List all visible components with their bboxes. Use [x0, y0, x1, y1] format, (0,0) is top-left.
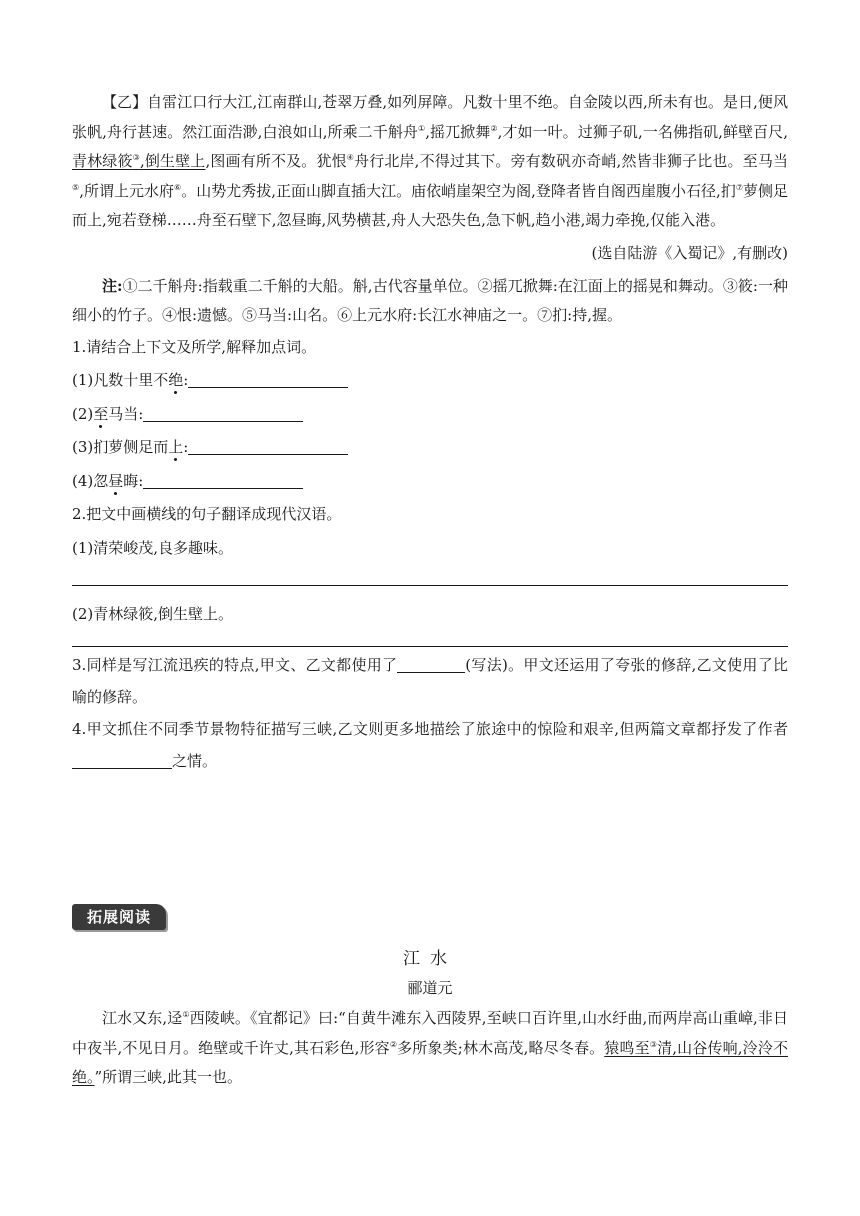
extension-title: 江水	[403, 949, 457, 969]
question-3: 3.同样是写江流迅疾的特点,甲文、乙文都使用了 (写法)。甲文还运用了夸张的修辞,乙文使用了比喻的修辞。	[72, 655, 788, 706]
footnote-marker: ⑤	[72, 182, 80, 192]
footnote-marker: ②	[490, 123, 498, 133]
question-2-sentence-2: (2)青林绿筱,倒生壁上。	[72, 605, 234, 623]
footnotes: 注:①二千斛舟:指载重二千斛的大船。斛,古代容量单位。②摇兀掀舞:在江面上的摇晃和舞动。③筱:一种细小的竹子。④恨:遗憾。⑤马当:山名。⑥上元水府:长江水神庙之一。⑦扪:持,握。	[72, 276, 789, 324]
answer-blank[interactable]	[72, 754, 172, 769]
extension-author: 郦道元	[407, 979, 453, 997]
question-1-item: (1)凡数十里不绝:	[72, 364, 788, 398]
passage-label: 【乙】	[102, 93, 148, 111]
footnote-marker: ③	[649, 1039, 658, 1049]
dotted-word: 至	[93, 404, 109, 423]
dotted-word: 上	[168, 438, 184, 456]
question-4: 4.甲文抓住不同季节景物特征描写三峡,乙文则更多地描绘了旅途中的惊险和艰辛,但两篇文章都抒发了作者之情。	[72, 719, 788, 770]
question-1-item: (4)忽昼晦:	[72, 465, 788, 499]
question-2-sentence-1: (1)清荣峻茂,良多趣味。	[72, 538, 234, 557]
notes-label: 注:	[102, 276, 123, 295]
question-1-stem: 1.请结合上下文及所学,解释加点词。	[72, 337, 317, 356]
footnote-marker: ⑥	[174, 182, 182, 192]
answer-blank[interactable]	[397, 658, 465, 673]
answer-line[interactable]	[72, 585, 788, 586]
footnote-marker: ①	[182, 1010, 190, 1019]
section-badge-label: 拓展阅读	[86, 908, 151, 926]
footnote-marker: ④	[346, 153, 355, 162]
section-badge	[72, 904, 166, 930]
worksheet-page	[72, 88, 788, 777]
footnote-marker: ③	[132, 153, 140, 162]
footnote-marker: ⑦	[735, 182, 743, 192]
answer-blank[interactable]	[188, 373, 348, 388]
extension-passage: 江水又东,迳①西陵峡。《宜都记》曰:“自黄牛滩东入西陵界,至峡口百许里,山水纡曲,而两岸高山重嶂,非日中夜半,不见日月。绝壁或千许丈,其石彩色,形容②多所象类;林木高茂,略尽冬春。猿鸣至③清,山谷传响,泠泠不绝。”所谓三峡,此其一也。	[72, 1009, 788, 1086]
question-2-stem: 2.把文中画横线的句子翻译成现代汉语。	[72, 505, 342, 523]
passage-yi: 【乙】自雷江口行大江,江南群山,苍翠万叠,如列屏障。凡数十里不绝。自金陵以西,所未有也。是日,便风张帆,舟行甚速。然江面浩渺,白浪如山,所乘二千斛舟①,摇兀掀舞②,才如一叶。过狮子矶,一名佛指矶,鲜壁百尺,青林绿筱③,倒生壁上,图画有所不及。犹恨④舟行北岸,不得过其下。旁有数矾亦奇峭,然皆非狮子比也。至马当⑤,所谓上元水府⑥。山势尤秀拔,正面山脚直插大江。庙依峭崖架空为阁,登降者皆自阁西崖腹小石径,扪⑦萝侧足而上,宛若登梯……舟至石壁下,忽昼晦,风势横甚,舟人大恐失色,急下帆,趋小港,竭力牵挽,仅能入港。	[72, 93, 789, 229]
footnote-marker: ②	[389, 1039, 398, 1049]
extension-reading	[72, 944, 788, 1093]
answer-line[interactable]	[72, 646, 788, 647]
dotted-word: 昼	[108, 471, 124, 490]
answer-blank[interactable]	[143, 407, 303, 422]
answer-blank[interactable]	[188, 440, 348, 455]
question-1-item: (2)至马当:	[72, 398, 788, 432]
underlined-sentence: 青林绿筱③,倒生壁上	[72, 152, 206, 170]
answer-blank[interactable]	[143, 474, 303, 489]
underlined-sentence: 猿鸣至③清,山谷传响,泠泠不绝。	[72, 1038, 788, 1086]
dotted-word: 绝	[168, 371, 184, 389]
footnote-marker: ①	[417, 123, 426, 133]
question-1-item: (3)扪萝侧足而上:	[72, 431, 788, 465]
passage-source: (选自陆游《入蜀记》,有删改)	[591, 243, 788, 262]
